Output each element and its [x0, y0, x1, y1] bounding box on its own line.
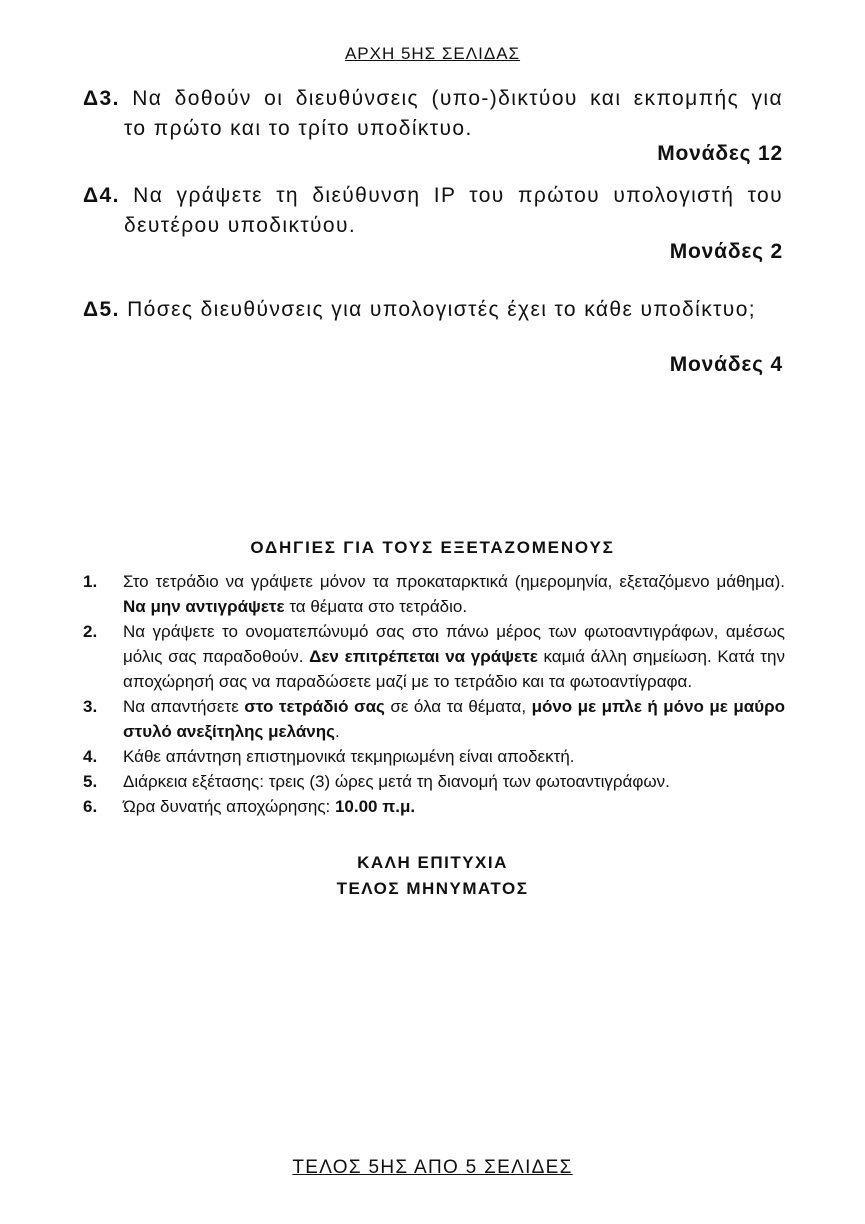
instruction-text-part: Ώρα δυνατής αποχώρησης:: [123, 797, 335, 816]
instruction-item: [83, 744, 785, 769]
question-d4: [83, 181, 783, 241]
instruction-item: [83, 794, 785, 819]
instruction-text: [123, 619, 785, 694]
instruction-item: [83, 619, 785, 694]
question-d5-text: Πόσες διευθύνσεις για υπολογιστές έχει το κάθε υποδίκτυο;: [127, 298, 757, 321]
question-d3-line2: το πρώτο και το τρίτο υποδίκτυο.: [124, 117, 473, 140]
instruction-item: [83, 569, 785, 619]
page-footer: ΤΕΛΟΣ 5ΗΣ ΑΠΟ 5 ΣΕΛΙΔΕΣ: [292, 1157, 573, 1178]
instruction-text-bold: Δεν επιτρέπεται να γράψετε: [309, 647, 538, 666]
instruction-text-part: Να απαντήσετε: [123, 697, 245, 716]
instruction-text: [123, 569, 785, 619]
question-d5-number: Δ5.: [83, 298, 120, 321]
instruction-text-bold: μόνο με μπλε ή μόνο με μαύρο στυλό ανεξίτηλης μελάνης: [123, 697, 785, 741]
instruction-text-part: Να γράψετε το ονοματεπώνυμό σας στο πάνω μέρος των φωτοαντιγράφων, αμέσως μόλις σας παραδοθούν.: [123, 622, 785, 666]
question-d4-number: Δ4.: [83, 184, 120, 207]
instruction-item: [83, 769, 785, 794]
question-d3: [83, 84, 783, 144]
instructions-title: ΟΔΗΓΙΕΣ ΓΙΑ ΤΟΥΣ ΕΞΕΤΑΖΟΜΕΝΟΥΣ: [250, 538, 615, 557]
instruction-text-bold: 10.00 π.μ.: [334, 797, 416, 816]
instructions-list: [83, 569, 785, 819]
instruction-number: 2.: [83, 622, 98, 641]
instruction-text-part: σε όλα τα θέματα,: [384, 697, 532, 716]
question-d5-line1: [83, 295, 783, 325]
closing-good-luck: ΚΑΛΗ ΕΠΙΤΥΧΙΑ: [357, 853, 508, 872]
instruction-text-part: Διάρκεια εξέτασης: τρεις (3) ώρες μετά τη διανομή των φωτοαντιγράφων.: [123, 772, 670, 791]
instruction-number: 4.: [83, 747, 98, 766]
instruction-text-bold: στο τετράδιό σας: [244, 697, 385, 716]
question-d5-marks: Μονάδες 4: [669, 353, 783, 376]
instruction-text-part: Στο τετράδιο να γράψετε μόνον τα προκαταρκτικά (ημερομηνία, εξεταζόμενο μάθημα).: [123, 572, 785, 591]
instruction-number: 5.: [83, 772, 98, 791]
instruction-text: [123, 694, 785, 744]
page-header: ΑΡΧΗ 5ΗΣ ΣΕΛΙΔΑΣ: [344, 44, 521, 63]
instruction-text-part: καμιά άλλη σημείωση. Κατά την αποχώρησή σας να παραδώσετε μαζί με το τετράδιο και τα φωτοαντίγραφα.: [123, 647, 785, 691]
question-d5: [83, 295, 783, 325]
instruction-text-part: τα θέματα στο τετράδιο.: [284, 597, 468, 616]
instruction-item: [83, 694, 785, 744]
instruction-text-part: Κάθε απάντηση επιστημονικά τεκμηριωμένη είναι αποδεκτή.: [123, 747, 575, 766]
question-d3-line1: [83, 84, 783, 114]
instruction-number: 6.: [83, 797, 98, 816]
instruction-text-part: .: [334, 722, 340, 741]
question-d4-line2: δευτέρου υποδικτύου.: [124, 214, 357, 237]
question-d4-line1: [83, 181, 783, 211]
instruction-text-bold: Να μην αντιγράψετε: [123, 597, 285, 616]
instruction-number: 1.: [83, 572, 98, 591]
instruction-text: [123, 769, 785, 794]
question-d3-number: Δ3.: [83, 87, 120, 110]
question-d4-text: Να γράψετε τη διεύθυνση IP του πρώτου υπολογιστή του: [133, 184, 783, 207]
question-d3-marks: Μονάδες 12: [657, 142, 783, 165]
instruction-text: [123, 744, 785, 769]
closing-end-of-message: ΤΕΛΟΣ ΜΗΝΥΜΑΤΟΣ: [336, 879, 529, 898]
instruction-text: [123, 794, 785, 819]
question-d3-text: Να δοθούν οι διευθύνσεις (υπο-)δικτύου και εκπομπής για: [132, 87, 783, 110]
instruction-number: 3.: [83, 697, 98, 716]
question-d4-marks: Μονάδες 2: [669, 240, 783, 263]
